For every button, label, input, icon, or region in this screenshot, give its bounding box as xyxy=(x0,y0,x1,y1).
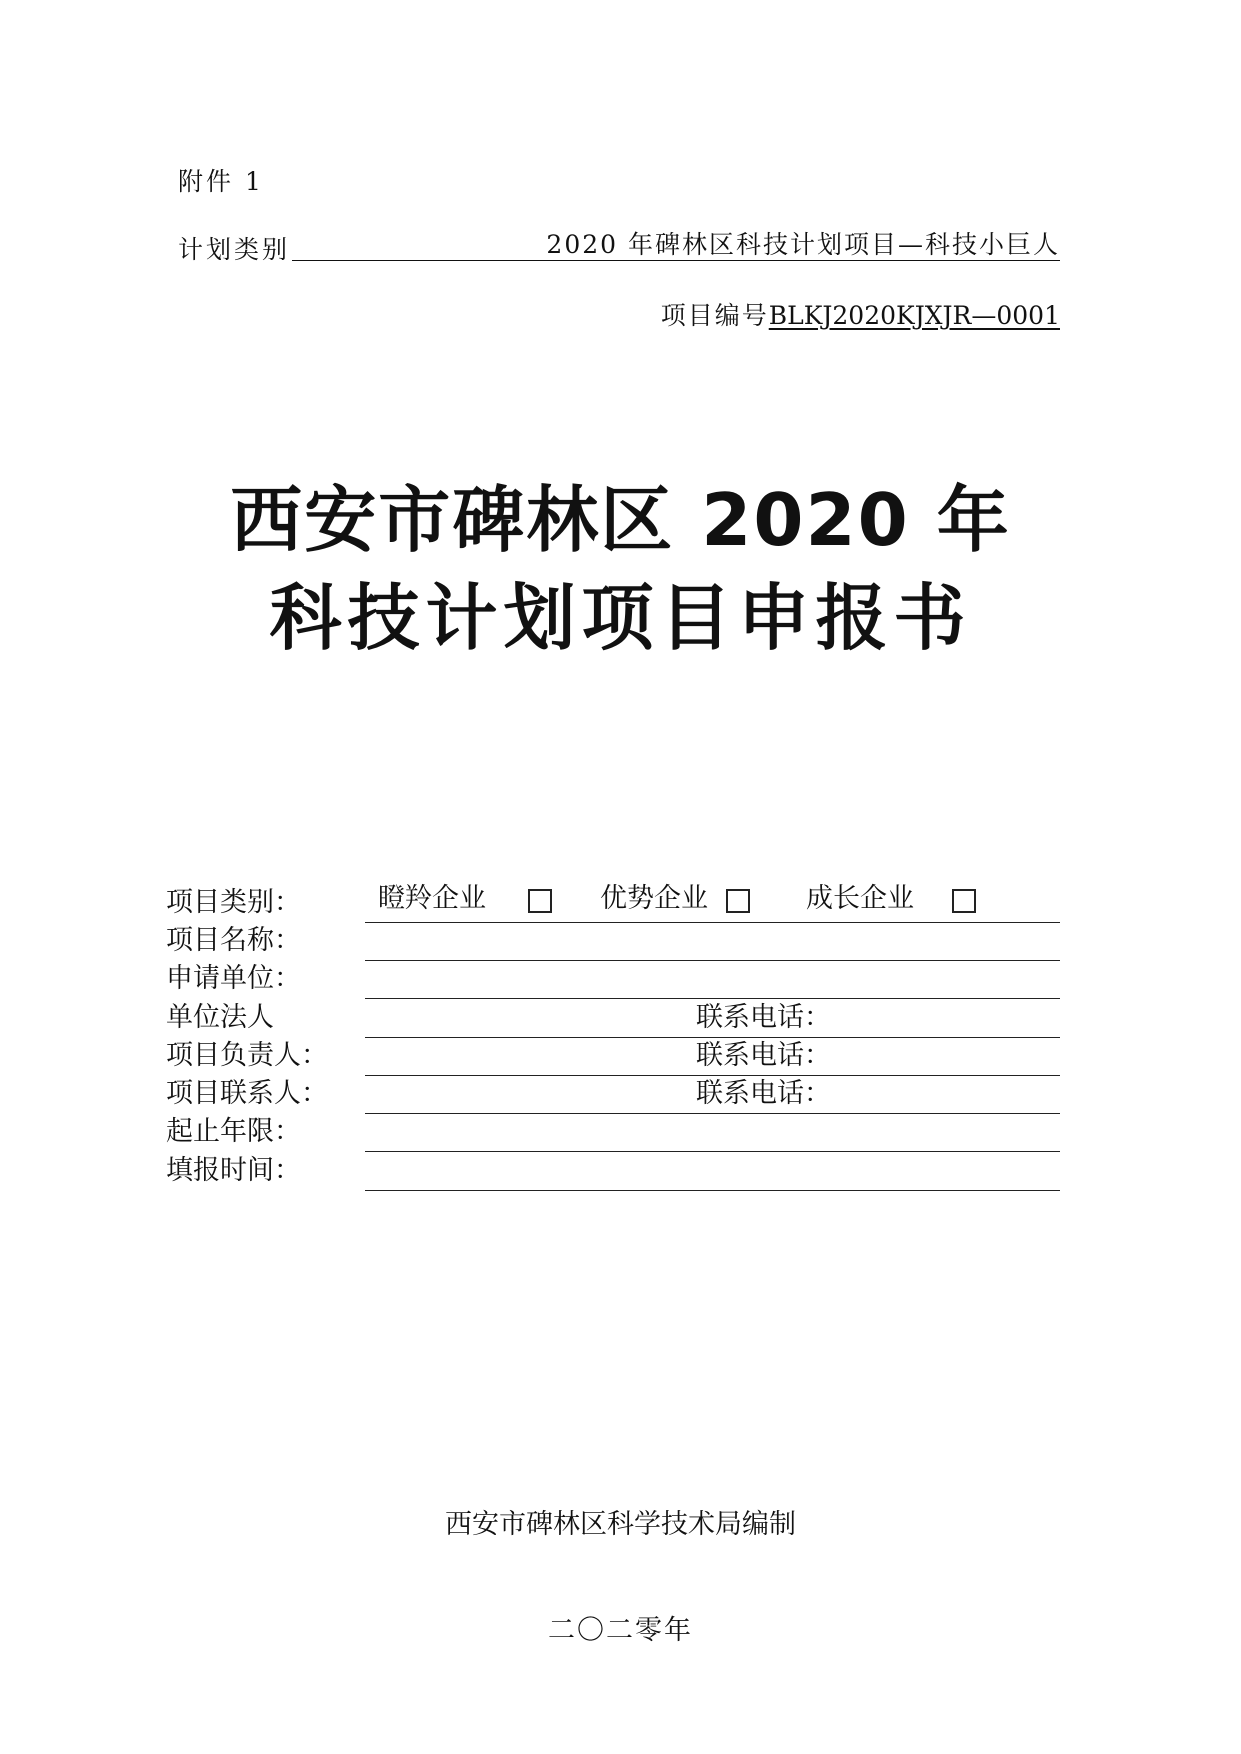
project-category-options xyxy=(378,881,1060,915)
project-category-label: 项目类别： xyxy=(166,887,301,918)
legal-person-label: 单位法人 xyxy=(166,1002,274,1033)
project-name-label: 项目名称： xyxy=(166,925,301,956)
fill-date-row xyxy=(166,1152,1060,1191)
issuing-organization: 西安市碑林区科学技术局编制 xyxy=(445,1509,796,1540)
fill-date-field[interactable] xyxy=(365,1189,1060,1191)
issue-year: 二〇二零年 xyxy=(548,1615,693,1646)
category-option-gazelle-checkbox[interactable] xyxy=(528,889,552,913)
application-form xyxy=(166,880,1060,1191)
project-leader-phone-label: 联系电话： xyxy=(696,1040,831,1071)
project-leader-label: 项目负责人： xyxy=(166,1040,328,1071)
applicant-label: 申请单位： xyxy=(166,963,301,994)
category-option-advantage-label: 优势企业 xyxy=(600,883,708,914)
project-number-label: 项目编号 xyxy=(660,301,769,330)
plan-category-field[interactable]: 2020 年碑林区科技计划项目—科技小巨人 xyxy=(292,230,1060,261)
plan-category-label: 计划类别 xyxy=(178,235,291,264)
applicant-row xyxy=(166,961,1060,999)
plan-category-row xyxy=(178,230,1060,266)
project-number-row xyxy=(661,296,1060,332)
project-period-row xyxy=(166,1114,1060,1152)
project-contact-label: 项目联系人： xyxy=(166,1078,328,1109)
category-option-growth-checkbox[interactable] xyxy=(952,889,976,913)
legal-person-phone-label: 联系电话： xyxy=(696,1002,831,1033)
category-option-advantage-checkbox[interactable] xyxy=(726,889,750,913)
project-number-value[interactable]: BLKJ2020KJXJR—0001 xyxy=(768,301,1060,330)
project-category-row xyxy=(166,880,1060,923)
attachment-label: 附件 1 xyxy=(178,167,264,196)
document-title-line-1: 西安市碑林区 2020 年 xyxy=(230,478,1011,562)
category-option-growth-label: 成长企业 xyxy=(806,883,914,914)
project-period-label: 起止年限： xyxy=(166,1116,301,1147)
project-contact-phone-label: 联系电话： xyxy=(696,1078,831,1109)
fill-date-label: 填报时间： xyxy=(166,1155,301,1186)
document-title-line-2: 科技计划项目申报书 xyxy=(269,576,972,660)
category-option-gazelle-label: 瞪羚企业 xyxy=(378,883,486,914)
